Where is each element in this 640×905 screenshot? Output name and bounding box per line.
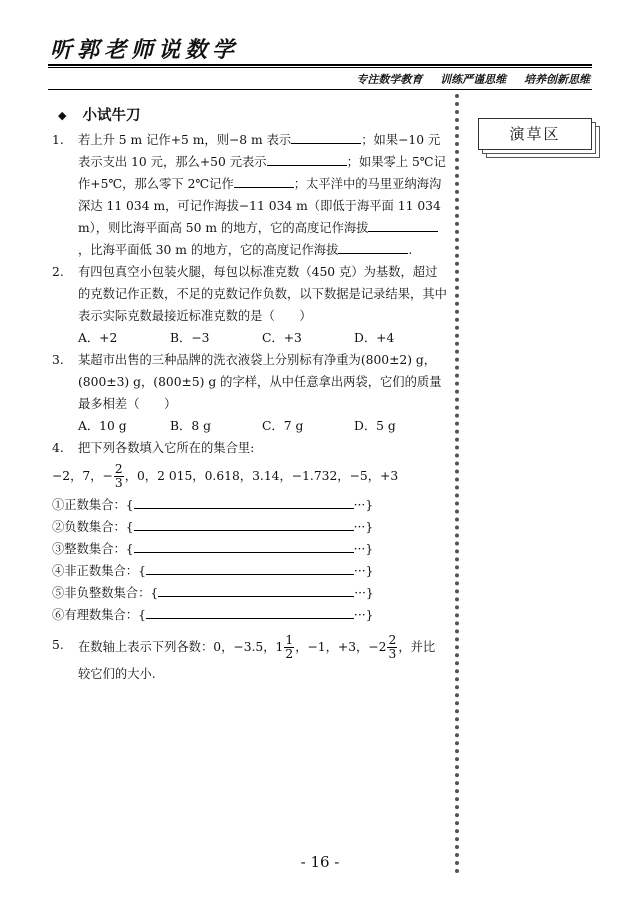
- options-row: [78, 415, 447, 437]
- question-text: 在数轴上表示下列各数：0，−3.5，1: [78, 640, 284, 654]
- number-list-pre: −2，7，−: [52, 469, 113, 483]
- answer-blank[interactable]: [368, 219, 438, 232]
- set-label: ⑤非负整数集合：{: [52, 586, 159, 600]
- question-text: 某超市出售的三种品牌的洗衣液袋上分别标有净重为(800±2) g，(800±3) g，(800±5) g 的字样，从中任意拿出两袋，它们的质量最多相差（ ）: [78, 353, 442, 411]
- set-label: ⑥有理数集合：{: [52, 608, 146, 622]
- question-body: [78, 349, 447, 437]
- question-text: .: [408, 243, 413, 257]
- option-c[interactable]: C．+3: [262, 331, 302, 345]
- set-end: ···}: [353, 520, 374, 534]
- answer-blank[interactable]: [267, 153, 347, 166]
- question-text: 若上升 5 m 记作+5 m，则−8 m 表示: [78, 133, 292, 147]
- set-row: [52, 494, 447, 516]
- set-end: ···}: [354, 586, 374, 600]
- set-row: [52, 538, 447, 560]
- page-number: - 16 -: [300, 853, 340, 871]
- question-2: [52, 261, 447, 349]
- question-5: [52, 634, 447, 687]
- fraction: [284, 634, 294, 661]
- question-text: ；如果零上 5℃记作+5℃，那么零下 2℃记作: [78, 155, 446, 191]
- option-c[interactable]: C．7 g: [262, 419, 304, 433]
- options-row: [78, 327, 447, 349]
- header-rule: [48, 64, 592, 66]
- question-number: 1.: [52, 133, 64, 147]
- question-text: ，并比较它们的大小.: [78, 640, 436, 681]
- question-text: ；如果−10 元表示支出 10 元，那么+50 元表示: [78, 133, 441, 169]
- option-b[interactable]: B．8 g: [170, 419, 211, 433]
- question-number: 5.: [52, 638, 64, 652]
- header-slogan: 专注数学教育 训练严谨思维 培养创新思维: [356, 73, 590, 86]
- question-text: ，−1，+3，−2: [295, 640, 387, 654]
- set-answer-line[interactable]: [158, 584, 354, 597]
- set-label: ④非正数集合：{: [52, 564, 146, 578]
- set-row: [52, 604, 447, 626]
- draft-divider: [455, 94, 459, 874]
- number-list: [52, 463, 447, 490]
- question-4: [52, 437, 447, 459]
- set-label: ②负数集合：{: [52, 520, 134, 534]
- set-answer-line[interactable]: [134, 540, 354, 553]
- answer-blank[interactable]: [291, 131, 361, 144]
- fraction-denominator: 3: [388, 647, 397, 661]
- set-row: [52, 582, 447, 604]
- fraction-numerator: 2: [114, 462, 123, 476]
- header-rule-thin: [48, 67, 592, 68]
- set-row: [52, 560, 447, 582]
- set-answer-line[interactable]: [146, 606, 354, 619]
- answer-blank[interactable]: [338, 241, 408, 254]
- draft-area-label-box: [478, 118, 590, 148]
- set-end: ···}: [353, 608, 374, 622]
- diamond-bullet-icon: ◆: [58, 109, 67, 122]
- question-text: ，比海平面低 30 m 的地方，它的高度记作海拔: [78, 243, 339, 257]
- set-end: ···}: [353, 498, 374, 512]
- fraction-numerator: 1: [285, 633, 294, 647]
- set-row: [52, 516, 447, 538]
- fraction: [387, 634, 397, 661]
- set-answer-line[interactable]: [134, 518, 354, 531]
- question-text: 把下列各数填入它所在的集合里:: [78, 441, 255, 455]
- exercise-content: [52, 105, 447, 687]
- question-1: [52, 129, 447, 261]
- set-label: ①正数集合：{: [52, 498, 134, 512]
- option-a[interactable]: A．10 g: [78, 419, 127, 433]
- question-number: 2.: [52, 265, 64, 279]
- fraction-denominator: 3: [114, 476, 123, 490]
- fraction-numerator: 2: [388, 633, 397, 647]
- subheader-rule: [48, 89, 592, 90]
- set-answer-line[interactable]: [146, 562, 354, 575]
- question-number: 3.: [52, 353, 64, 367]
- set-end: ···}: [353, 564, 374, 578]
- option-a[interactable]: A．+2: [78, 331, 118, 345]
- question-body: [78, 261, 447, 349]
- set-end: ···}: [353, 542, 374, 556]
- option-d[interactable]: D．+4: [354, 331, 395, 345]
- fraction: [114, 463, 124, 490]
- header-brand: 听郭老师说数学: [50, 38, 240, 63]
- question-text: ；太平洋中的马里亚纳海沟深达 11 034 m，可记作海拔−11 034 m（即低于海平面 11 034 m），则比海平面高 50 m 的地方，它的高度记作海拔: [78, 177, 442, 235]
- question-body: [78, 129, 447, 261]
- question-3: [52, 349, 447, 437]
- section-title: 小试牛刀: [82, 108, 141, 124]
- option-b[interactable]: B．−3: [170, 331, 210, 345]
- set-label: ③整数集合：{: [52, 542, 134, 556]
- option-d[interactable]: D．5 g: [354, 419, 396, 433]
- question-body: [78, 437, 447, 459]
- section-heading: [52, 105, 447, 127]
- draft-area-label: 演草区: [478, 118, 592, 150]
- question-text: 有四包真空小包装火腿，每包以标准克数（450 克）为基数，超过的克数记作正数，不足的克数记作负数，以下数据是记录结果，其中表示实际克数最接近标准克数的是（ ）: [78, 265, 447, 323]
- fraction-denominator: 2: [285, 647, 294, 661]
- set-answer-line[interactable]: [134, 496, 354, 509]
- answer-blank[interactable]: [234, 175, 294, 188]
- number-list-post: ，0，2 015，0.618，3.14，−1.732，−5，+3: [124, 469, 399, 483]
- question-body: [78, 634, 447, 687]
- question-number: 4.: [52, 441, 64, 455]
